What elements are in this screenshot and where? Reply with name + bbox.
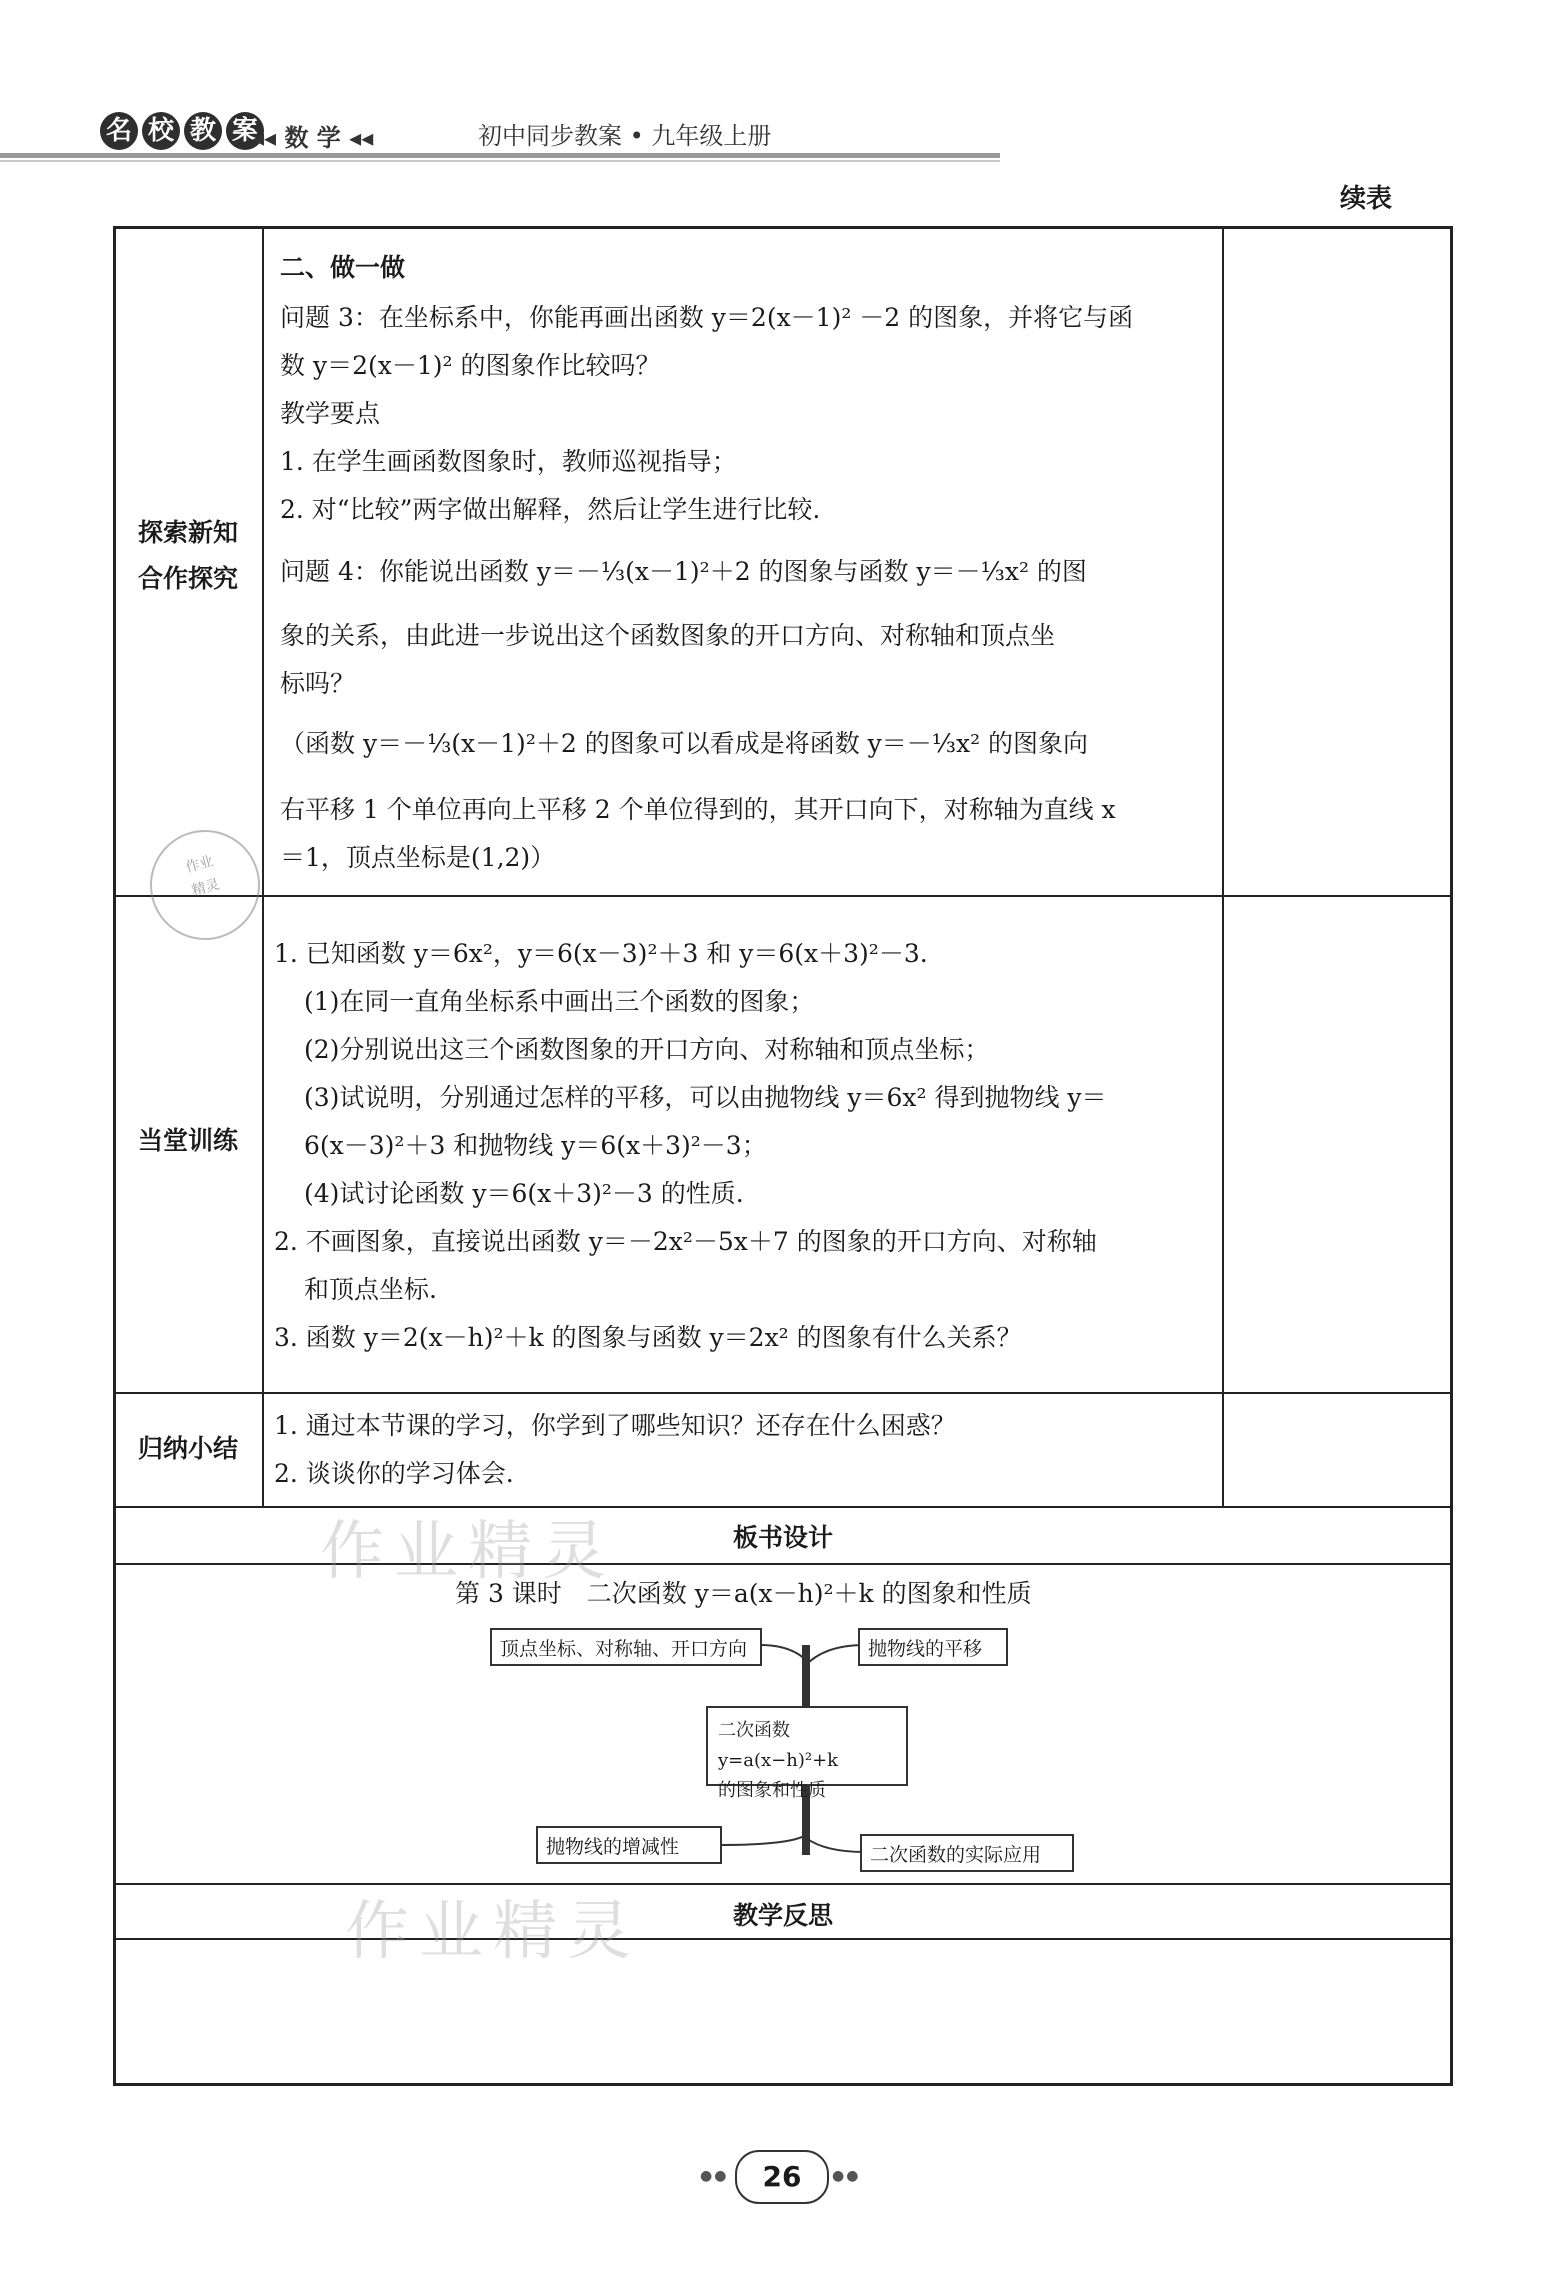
row-label-summary: 归纳小结 (137, 1434, 238, 1463)
map-node-top-right: 抛物线的平移 (858, 1628, 1008, 1666)
page-ornament-right: ●● (832, 2168, 861, 2184)
row-label-line: 探索新知 (137, 518, 238, 547)
brand-char: 案 (226, 112, 264, 150)
text-line: 2. 对“比较”两字做出解释，然后让学生进行比较. (280, 495, 821, 524)
board-heading: 板书设计 (732, 1523, 833, 1552)
watermark: 作业精灵 (320, 1515, 616, 1589)
text-line: 1. 在学生画函数图象时，教师巡视指导； (280, 447, 737, 476)
text-line: 象的关系，由此进一步说出这个函数图象的开口方向、对称轴和顶点坐 (280, 621, 1056, 650)
text-line: 标吗？ (280, 669, 356, 698)
text-line: 2. 不画图象，直接说出函数 y＝－2x²－5x＋7 的图象的开口方向、对称轴 (274, 1227, 1097, 1256)
map-center-line: 二次函数y=a(x−h)²+k (718, 1720, 839, 1771)
subject-label: ◂◂ 数 学 ◂◂ (252, 124, 374, 152)
text-line: （函数 y＝－⅓(x－1)²＋2 的图象可以看成是将函数 y＝－⅓x² 的图象向 (280, 729, 1089, 758)
text-line: ＝1，顶点坐标是(1,2)） (280, 843, 556, 872)
text-line: 3. 函数 y＝2(x－h)²＋k 的图象与函数 y＝2x² 的图象有什么关系？ (274, 1323, 1022, 1352)
text-line: 问题 4：你能说出函数 y＝－⅓(x－1)²＋2 的图象与函数 y＝－⅓x² 的图 (280, 557, 1087, 586)
continued-label: 续表 (1340, 184, 1393, 214)
map-node-center (706, 1706, 908, 1801)
page-number: 26 (735, 2150, 829, 2204)
text-line: 2. 谈谈你的学习体会. (274, 1459, 514, 1488)
text-line: 问题 3：在坐标系中，你能再画出函数 y＝2(x－1)² －2 的图象，并将它与函 (280, 303, 1134, 332)
text-line: 和顶点坐标. (304, 1275, 437, 1304)
stamp-text: 作业 (183, 853, 216, 877)
brand-char: 名 (100, 112, 138, 150)
map-node-bottom-right: 二次函数的实际应用 (860, 1834, 1074, 1872)
text-line: 教学要点 (280, 399, 381, 428)
text-line: 1. 已知函数 y＝6x²，y＝6(x－3)²＋3 和 y＝6(x＋3)²－3. (274, 939, 928, 968)
watermark: 作业精灵 (345, 1895, 641, 1969)
text-line: (3)试说明，分别通过怎样的平移，可以由抛物线 y＝6x² 得到抛物线 y＝ (304, 1083, 1107, 1112)
text-line: (2)分别说出这三个函数图象的开口方向、对称轴和顶点坐标； (304, 1035, 990, 1064)
stamp-text: 精灵 (190, 876, 222, 900)
row-label-practice: 当堂训练 (137, 1126, 238, 1155)
book-title: 初中同步教案 • 九年级上册 (478, 122, 772, 150)
page-ornament-left: ●● (700, 2168, 729, 2184)
text-line: 1. 通过本节课的学习，你学到了哪些知识？还存在什么困惑？ (274, 1411, 956, 1440)
section-heading: 二、做一做 (280, 253, 406, 282)
brand-char: 校 (142, 112, 180, 150)
map-node-top-left: 顶点坐标、对称轴、开口方向 (490, 1628, 762, 1666)
text-line: (1)在同一直角坐标系中画出三个函数的图象； (304, 987, 815, 1016)
brand-char: 教 (184, 112, 222, 150)
text-line: 右平移 1 个单位再向上平移 2 个单位得到的，其开口向下，对称轴为直线 x (280, 795, 1116, 824)
board-title: 第 3 课时 二次函数 y＝a(x－h)²＋k 的图象和性质 (455, 1579, 1032, 1608)
row-label-line: 合作探究 (137, 564, 238, 593)
reflection-heading: 教学反思 (732, 1901, 833, 1930)
map-center-line: 的图象和性质 (718, 1780, 826, 1801)
map-node-bottom-left: 抛物线的增减性 (536, 1826, 722, 1864)
text-line: 6(x－3)²＋3 和抛物线 y＝6(x＋3)²－3； (304, 1131, 767, 1160)
text-line: 数 y＝2(x－1)² 的图象作比较吗？ (280, 351, 661, 380)
text-line: (4)试讨论函数 y＝6(x＋3)²－3 的性质. (304, 1179, 744, 1208)
